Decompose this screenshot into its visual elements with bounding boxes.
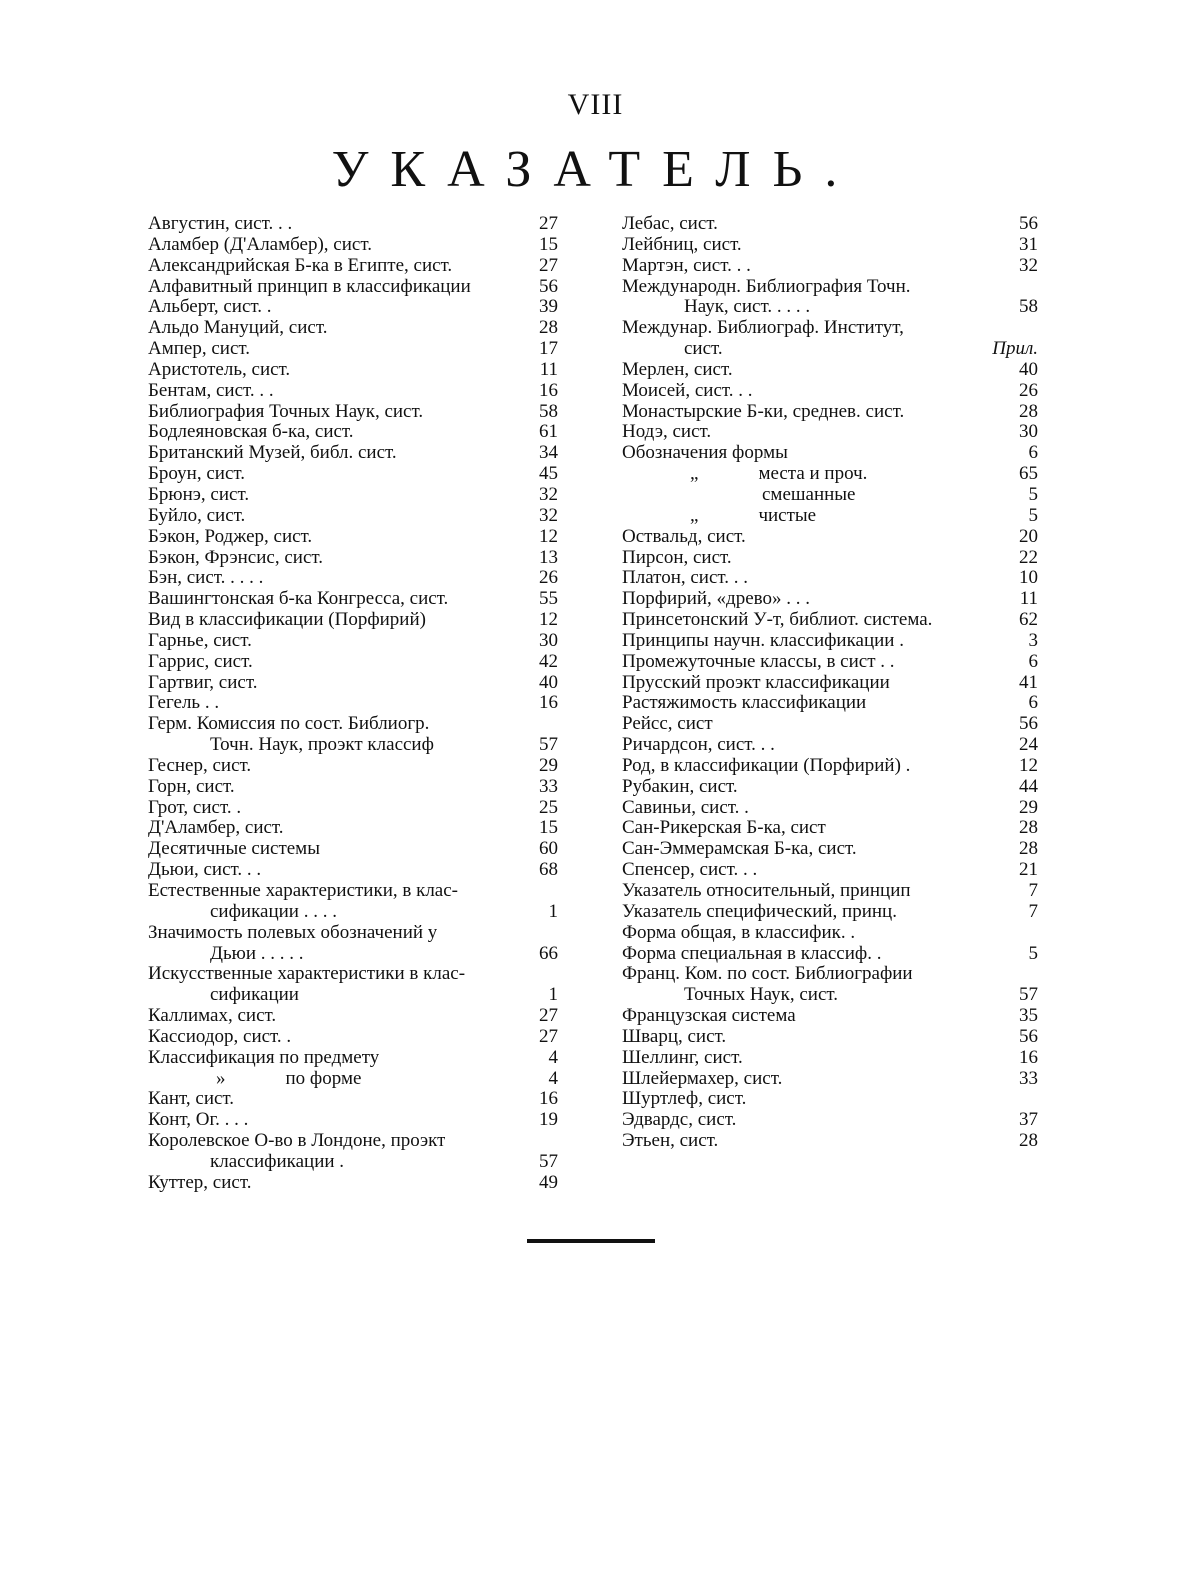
index-entry [148,1027,558,1048]
index-entry-page-number: 29 [539,754,558,776]
index-entry-text: Альдо Мануций, сист. [148,318,328,339]
index-entry-text: Дьюи . . . . . [210,943,304,964]
index-entry [622,756,1038,777]
index-entry-text: Бодлеяновская б-ка, сист. [148,422,354,443]
index-entry-text: Геснер, сист. [148,755,252,776]
index-entry-page-number: 57 [539,1150,558,1172]
index-entry-text: Броун, сист. [148,464,246,485]
page-title: УКАЗАТЕЛЬ. [331,141,860,198]
index-entry-page-number: 25 [539,796,558,818]
index-entry-page-number: 31 [1019,233,1038,255]
index-entry [148,235,558,256]
index-entry-text: Эдвардс, сист. [622,1110,737,1131]
index-entry [622,985,1038,1006]
index-entry [622,235,1038,256]
index-entry-text: смешанные [762,484,856,505]
index-entry-text: Грот, сист. . [148,797,242,818]
index-entry-text: Кант, сист. [148,1089,235,1110]
index-entry-text: Горн, сист. [148,776,235,797]
index-entry-page-number: 34 [539,442,558,464]
index-entry-text: Конт, Ог. . . . [148,1110,249,1131]
index-entry [148,714,558,735]
index-entry-page-number: 19 [539,1109,558,1131]
index-entry-text: Бэкон, Фрэнсис, сист. [148,547,323,568]
index-column-left [148,214,558,1194]
index-entry-page-number: 33 [539,775,558,797]
index-entry [148,277,558,298]
index-entry-ditto-wrap [148,1069,361,1090]
index-entry [148,881,558,902]
index-entry-page-number: 29 [1019,796,1038,818]
index-entry-page-number: 10 [1019,567,1038,589]
index-entry [148,381,558,402]
index-entry [622,881,1038,902]
index-entry-text: Промежуточные классы, в сист . . [622,651,895,672]
index-entry [622,256,1038,277]
index-entry [148,256,558,277]
index-entry-page-number: 13 [539,546,558,568]
index-entry [622,1027,1038,1048]
index-entry-page-number: 27 [539,1005,558,1027]
index-entry-page-number: 4 [548,1046,558,1068]
index-entry [148,839,558,860]
index-entry-page-number: 55 [539,588,558,610]
index-entry [148,443,558,464]
index-entry [148,568,558,589]
index-entry-text: Августин, сист. . . [148,214,293,234]
index-entry-text: Д'Аламбер, сист. [148,818,284,839]
index-entry [148,964,558,985]
index-entry-page-number: 32 [1019,254,1038,276]
index-column-right [622,214,1038,1152]
index-entry-page-number: 62 [1019,609,1038,631]
index-entry [622,318,1038,339]
index-entry-text: Мартэн, сист. . . [622,255,751,276]
index-entry-text: Гаррис, сист. [148,651,253,672]
index-entry-text: Буйло, сист. [148,505,246,526]
index-entry [622,1006,1038,1027]
index-entry [148,610,558,631]
index-entry [622,860,1038,881]
index-entry-page-number: 61 [539,421,558,443]
index-entry [148,1006,558,1027]
index-entry-text: Бентам, сист. . . [148,380,274,401]
index-entry [148,944,558,965]
index-entry-text: Библиография Точных Наук, сист. [148,401,424,422]
index-entry-page-number: 5 [1028,942,1038,964]
index-entry-page-number: 16 [539,1088,558,1110]
index-entry [622,339,1038,360]
index-entry-text: Кассиодор, сист. . [148,1026,292,1047]
index-entry-page-number: 16 [539,692,558,714]
index-entry-text: Мерлен, сист. [622,359,733,380]
index-entry-ditto-wrap [622,464,867,485]
index-entry-text: сификации . . . . [210,901,337,922]
index-entry-text: Дьюи, сист. . . [148,860,262,881]
index-entry-text: Десятичные системы [148,839,320,860]
index-entry [622,548,1038,569]
index-entry-page-number: 28 [1019,838,1038,860]
index-entry [622,631,1038,652]
index-entry [148,1173,558,1194]
index-entry-text: Род, в классификации (Порфирий) . [622,755,911,776]
index-entry-text: сификации [210,985,299,1006]
index-entry [148,1131,558,1152]
index-entry-text: Принсетонский У-т, библиот. система. [622,610,933,631]
index-entry-text: Вашингтонская б-ка Конгресса, сист. [148,589,449,610]
index-entry-page-number: 27 [539,254,558,276]
index-entry [148,860,558,881]
index-entry [148,923,558,944]
index-entry-page-number: 26 [1019,379,1038,401]
index-entry [148,818,558,839]
index-entry [622,902,1038,923]
index-entry-text: Гартвиг, сист. [148,672,258,693]
index-entry [622,839,1038,860]
index-entry-page-number: 30 [1019,421,1038,443]
index-entry [622,527,1038,548]
index-entry-page-number: 35 [1019,1005,1038,1027]
index-entry-page-number: 65 [1019,463,1038,485]
index-entry-page-number: 16 [539,379,558,401]
index-entry-text: Наук, сист. . . . . [684,297,811,318]
index-entry [148,339,558,360]
index-entry [148,631,558,652]
index-entry [622,506,1038,527]
index-entry [622,1110,1038,1131]
index-entry-text: Порфирий, «древо» . . . [622,589,810,610]
index-entry [148,777,558,798]
index-entry [622,464,1038,485]
index-entry [622,652,1038,673]
index-entry-text: Шварц, сист. [622,1026,727,1047]
index-entry-page-number: 7 [1028,900,1038,922]
index-entry-page-number: 7 [1028,880,1038,901]
index-entry-page-number: 21 [1019,859,1038,881]
index-entry [148,735,558,756]
index-entry-page-number: 27 [539,1025,558,1047]
index-entry-text: Форма специальная в классиф. . [622,943,882,964]
index-entry-page-number: 1 [548,900,558,922]
index-entry-text: Французская система [622,1006,796,1027]
index-entry [148,798,558,819]
index-entry-page-number: Прил. [992,338,1038,360]
index-entry [148,464,558,485]
index-entry-text: Указатель относительный, принцип [622,881,911,901]
index-entry-subtext: по форме [285,1068,362,1089]
index-entry-page-number: 28 [1019,817,1038,839]
index-entry [622,1069,1038,1090]
index-entry-page-number: 4 [548,1067,558,1089]
index-entry [622,443,1038,464]
index-entry-text: Лейбниц, сист. [622,234,742,255]
index-entry-page-number: 11 [539,358,558,380]
index-entry [622,714,1038,735]
index-entry [622,568,1038,589]
index-entry-subtext: чистые [758,505,817,526]
index-entry-page-number: 68 [539,859,558,881]
index-entry-text: Прусский проэкт классификации [622,672,890,693]
index-entry-text: Савиньи, сист. . [622,797,749,818]
index-entry-text: Пирсон, сист. [622,547,732,568]
index-entry-text: Куттер, сист. [148,1172,252,1193]
index-entry-text: Алфавитный принцип в классификации [148,276,471,297]
index-entry-text: Платон, сист. . . [622,568,749,589]
index-entry-text: Моисей, сист. . . [622,380,753,401]
index-entry [148,673,558,694]
index-entry-page-number: 3 [1028,629,1038,651]
index-entry [622,402,1038,423]
index-entry-page-number: 56 [1019,1025,1038,1047]
index-entry-page-number: 28 [539,317,558,339]
index-entry-page-number: 41 [1019,671,1038,693]
index-entry [622,735,1038,756]
index-entry [622,798,1038,819]
index-entry-page-number: 28 [1019,400,1038,422]
index-entry-page-number: 27 [539,213,558,234]
index-entry [622,1131,1038,1152]
index-entry [148,756,558,777]
index-entry [148,360,558,381]
index-entry-text: Шеллинг, сист. [622,1047,743,1068]
index-entry-text: Искусственные характеристики в клас- [148,964,466,985]
index-entry-text: Рубакин, сист. [622,776,738,797]
index-entry [148,548,558,569]
index-entry [148,422,558,443]
index-entry-text: Ампер, сист. [148,339,251,360]
index-entry-page-number: 56 [1019,213,1038,234]
index-entry-page-number: 32 [539,504,558,526]
index-entry [148,1152,558,1173]
index-entry-text: Принципы научн. классификации . [622,630,904,651]
index-entry [148,1110,558,1131]
index-entry-text: Бэн, сист. . . . . [148,568,264,589]
index-entry-page-number: 22 [1019,546,1038,568]
index-entry [622,944,1038,965]
index-entry-page-number: 44 [1019,775,1038,797]
index-entry [148,1048,558,1069]
index-entry [622,673,1038,694]
index-entry [622,360,1038,381]
index-entry-text: Точн. Наук, проэкт классиф [210,735,434,756]
index-entry-page-number: 28 [1019,1130,1038,1152]
index-entry [622,777,1038,798]
index-entry [622,693,1038,714]
index-entry-page-number: 57 [1019,984,1038,1006]
index-entry [622,297,1038,318]
index-entry [622,1048,1038,1069]
index-entry-text: Шлейермахер, сист. [622,1068,783,1089]
index-entry [148,318,558,339]
index-entry-page-number: 49 [539,1171,558,1193]
index-entry-text: Указатель специфический, принц. [622,901,897,922]
index-entry-text: Вид в классификации (Порфирий) [148,610,426,631]
index-entry-text: Естественные характеристики, в клас- [148,881,458,901]
index-entry-text: Растяжимость классификации [622,693,867,714]
index-entry [622,610,1038,631]
index-entry [622,589,1038,610]
index-entry-subtext: места и проч. [758,464,868,485]
index-entry-page-number: 42 [539,650,558,672]
index-entry-page-number: 24 [1019,734,1038,756]
index-entry-text: классификации . [210,1151,345,1172]
index-entry-text: Междунар. Библиограф. Институт, [622,318,904,339]
index-entry [622,214,1038,235]
index-entry [622,1089,1038,1110]
index-entry-page-number: 26 [539,567,558,589]
index-entry-text: Оствальд, сист. [622,526,746,547]
index-entry-page-number: 12 [539,525,558,547]
index-entry [148,214,558,235]
index-entry-page-number: 6 [1028,442,1038,464]
index-entry [622,964,1038,985]
index-entry-page-number: 12 [539,609,558,631]
index-entry-page-number: 32 [539,483,558,505]
index-entry-text: Александрийская Б-ка в Египте, сист. [148,255,453,276]
index-entry-text: Форма общая, в классифик. . [622,922,856,943]
index-entry-page-number: 6 [1028,692,1038,714]
index-entry-text: Британский Музей, библ. сист. [148,443,397,464]
index-entry-page-number: 1 [548,984,558,1006]
index-entry-text: Рейсс, сист [622,714,713,735]
index-entry [148,485,558,506]
index-entry-text: Бэкон, Роджер, сист. [148,526,313,547]
index-entry-page-number: 58 [539,400,558,422]
index-entry-text: сист. [684,339,723,360]
index-entry-text: Сан-Эммерамская Б-ка, сист. [622,839,857,860]
index-entry [148,693,558,714]
index-entry-page-number: 33 [1019,1067,1038,1089]
index-entry [148,506,558,527]
index-entry [148,902,558,923]
index-entry-page-number: 6 [1028,650,1038,672]
index-entry-page-number: 37 [1019,1109,1038,1131]
index-entry-page-number: 39 [539,296,558,318]
index-entry-page-number: 17 [539,338,558,360]
index-entry-text: Сан-Рикерская Б-ка, сист [622,818,826,839]
index-entry-text: Шуртлеф, сист. [622,1089,747,1110]
index-entry [148,985,558,1006]
index-entry-page-number: 16 [1019,1046,1038,1068]
index-entry [622,818,1038,839]
index-entry [148,589,558,610]
index-entry [622,485,1038,506]
index-entry-text: Ричардсон, сист. . . [622,735,775,756]
index-entry-text: „ [690,505,699,526]
index-entry [622,277,1038,298]
index-entry-text: Значимость полевых обозначений у [148,922,438,943]
index-entry-page-number: 15 [539,233,558,255]
index-entry-text: Международн. Библиография Точн. [622,276,911,297]
index-entry-text: Герм. Комиссия по сост. Библиогр. [148,714,430,735]
index-entry-page-number: 57 [539,734,558,756]
index-entry-page-number: 40 [1019,358,1038,380]
index-entry-page-number: 60 [539,838,558,860]
index-entry-text: „ [690,464,699,485]
index-entry-page-number: 56 [1019,713,1038,735]
index-entry-text: Королевское О-во в Лондоне, проэкт [148,1131,446,1152]
index-entry-page-number: 5 [1028,504,1038,526]
index-entry-page-number: 12 [1019,754,1038,776]
index-entry-page-number: 45 [539,463,558,485]
index-entry-text: Спенсер, сист. . . [622,860,758,881]
index-entry-text: Брюнэ, сист. [148,484,250,505]
index-entry [148,527,558,548]
index-entry-text: Лебас, сист. [622,214,718,234]
index-entry-page-number: 56 [539,275,558,297]
index-entry-text: Нодэ, сист. [622,422,712,443]
index-entry [148,297,558,318]
index-entry [622,422,1038,443]
index-entry-page-number: 20 [1019,525,1038,547]
index-entry [148,652,558,673]
end-rule-divider [527,1239,655,1243]
index-entry-text: Обозначения формы [622,443,788,464]
index-entry-text: » [216,1068,226,1089]
index-entry-text: Аристотель, сист. [148,359,291,380]
page-number: VIII [567,88,624,121]
index-entry-text: Классификация по предмету [148,1047,380,1068]
index-entry-text: Точных Наук, сист. [684,985,839,1006]
index-entry-text: Гарнье, сист. [148,630,252,651]
index-entry-page-number: 30 [539,629,558,651]
index-entry-text: Гегель . . [148,693,220,714]
index-entry-text: Аламбер (Д'Аламбер), сист. [148,234,372,255]
index-entry-page-number: 5 [1028,483,1038,505]
index-entry [148,1069,558,1090]
index-entry [622,381,1038,402]
index-entry-page-number: 40 [539,671,558,693]
index-entry-page-number: 11 [1019,588,1038,610]
index-entry-text: Каллимах, сист. [148,1006,277,1027]
index-entry-text: Франц. Ком. по сост. Библиографии [622,964,913,985]
index-entry-text: Этьен, сист. [622,1131,719,1152]
index-entry-page-number: 58 [1019,296,1038,318]
index-entry [148,402,558,423]
index-entry-text: Альберт, сист. . [148,297,272,318]
index-entry-page-number: 66 [539,942,558,964]
index-entry-page-number: 15 [539,817,558,839]
index-entry-text: Монастырские Б-ки, среднев. сист. [622,401,905,422]
index-entry-ditto-wrap [622,506,816,527]
index-entry [622,923,1038,944]
index-entry [148,1089,558,1110]
